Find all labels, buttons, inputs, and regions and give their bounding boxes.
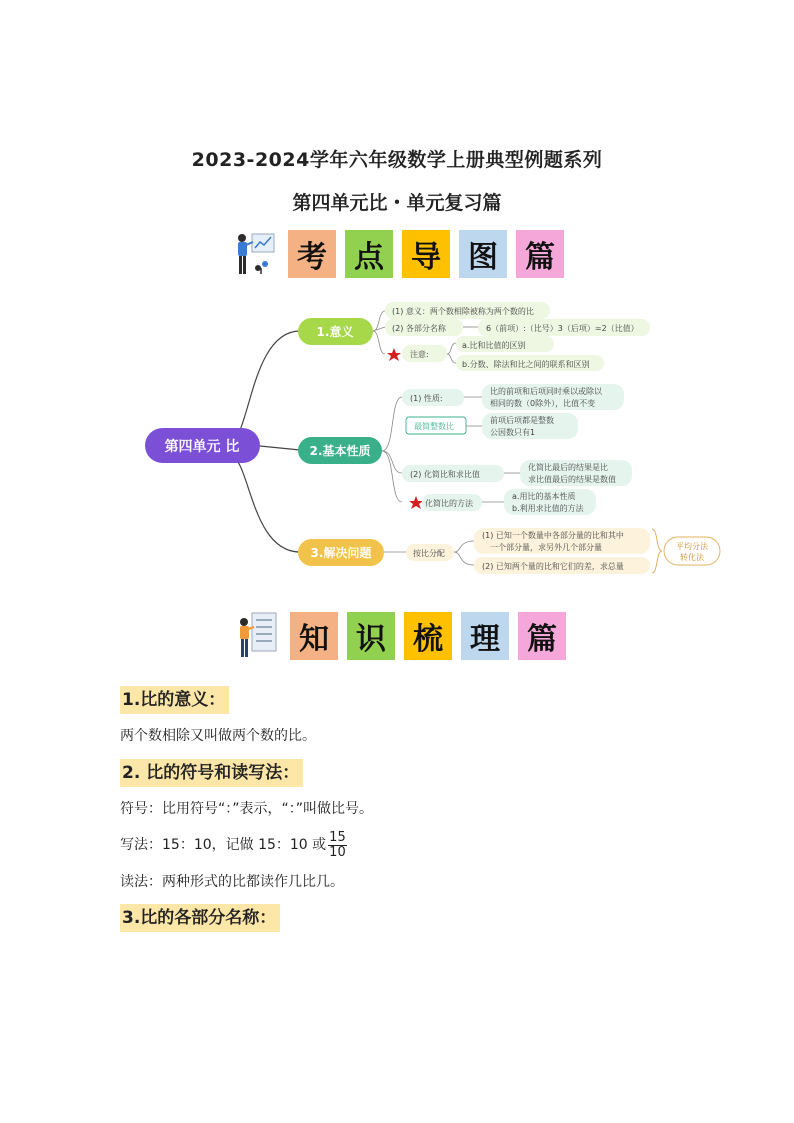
property-desc-2: 相同的数（0除外），比值不变	[490, 399, 596, 408]
branch-meaning-label: 1.意义	[316, 325, 354, 339]
mind-map	[140, 296, 740, 581]
star-icon	[387, 348, 401, 361]
method-a: a.用比的基本性质	[512, 492, 576, 501]
branch-property-label: 2.基本性质	[309, 444, 371, 458]
banner2-tile: 知	[290, 612, 338, 660]
parts-label: (2) 各部分名称	[392, 324, 446, 333]
fraction	[328, 831, 347, 860]
property-label: (1) 性质:	[410, 394, 443, 403]
banner2-tile: 梳	[404, 612, 452, 660]
section-symbol-heading: 2. 比的符号和读写法：	[120, 759, 303, 787]
note-a: a.比和比值的区别	[462, 341, 526, 350]
banner1-tile: 点	[345, 230, 393, 278]
simplest-desc-1: 前项后项都是整数	[490, 416, 554, 425]
method-tag-1: 平均分法	[676, 542, 708, 551]
problem-1-line-1: (1) 已知一个数量中各部分量的比和其中	[482, 531, 624, 540]
note-label: 注意:	[410, 350, 429, 359]
teacher-icon	[230, 228, 278, 280]
read-text: 读法：两种形式的比都读作几比几。	[120, 874, 344, 890]
parts-example: 6（前项）:（比号）3（后项）=2（比值）	[486, 324, 639, 333]
banner2-tile: 篇	[518, 612, 566, 660]
teacher-icon	[232, 610, 280, 662]
note-b: b.分数、除法和比之间的联系和区别	[462, 360, 590, 369]
banner1-tile: 导	[402, 230, 450, 278]
fraction-numerator: 15	[329, 829, 346, 845]
property-desc-1: 比的前项和后项同时乘以或除以	[490, 387, 602, 396]
problem-1-line-2: 一个部分量，求另外几个部分量	[490, 543, 602, 552]
method-label: 化简比的方法	[425, 499, 473, 508]
method-tag-2: 转化法	[680, 553, 704, 562]
banner1-tile: 图	[459, 230, 507, 278]
branch-problems-label: 3.解决问题	[310, 546, 372, 560]
banner1-tile: 篇	[516, 230, 564, 278]
simplify-desc-1: 化简比最后的结果是比	[528, 463, 608, 472]
simplest-ratio: 最简整数比	[414, 422, 454, 431]
write-line	[120, 828, 347, 862]
simplify-desc-2: 求比值最后的结果是数值	[528, 475, 616, 484]
write-text: 写法：15：10，记做 15：10 或	[120, 837, 327, 853]
document-title: 2023-2024学年六年级数学上册典型例题系列	[191, 149, 603, 171]
meaning-definition: (1) 意义：两个数相除被称为两个数的比	[392, 307, 534, 316]
star-icon	[409, 496, 423, 509]
document-subtitle: 第四单元比・单元复习篇	[292, 192, 502, 214]
banner-knowledge	[232, 610, 575, 662]
problem-2: (2) 已知两个量的比和它们的差，求总量	[482, 562, 624, 571]
distribute-label: 按比分配	[413, 549, 445, 558]
section-meaning-heading: 1.比的意义：	[120, 686, 229, 714]
method-b: b.利用求比值的方法	[512, 504, 584, 513]
banner2-tile: 理	[461, 612, 509, 660]
simplest-desc-2: 公因数只有1	[490, 428, 536, 437]
banner2-tile: 识	[347, 612, 395, 660]
section-meaning-text: 两个数相除又叫做两个数的比。	[120, 728, 316, 744]
symbol-text: 符号：比用符号“：”表示，“：”叫做比号。	[120, 801, 374, 817]
section-parts-heading: 3.比的各部分名称：	[120, 904, 280, 932]
mindmap-root-label: 第四单元 比	[164, 439, 240, 455]
fraction-denominator: 10	[329, 844, 346, 860]
banner1-tile: 考	[288, 230, 336, 278]
simplify-label: (2) 化简比和求比值	[410, 470, 480, 479]
banner-mindmap	[230, 228, 573, 280]
